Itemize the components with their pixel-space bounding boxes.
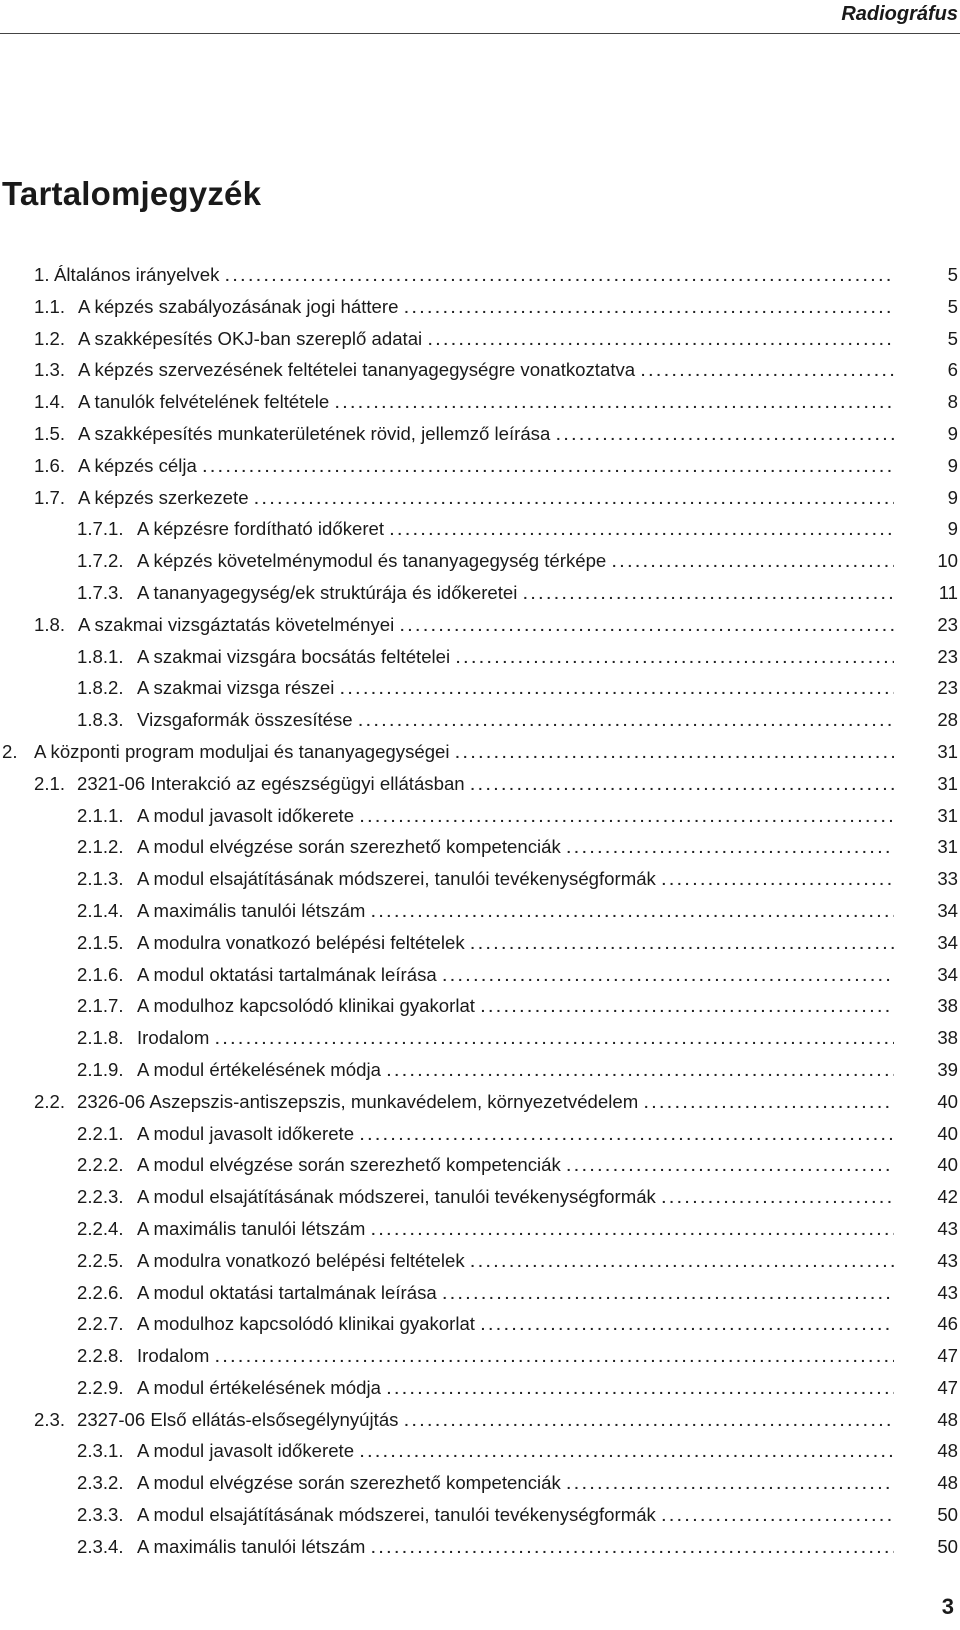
toc-entry[interactable]: [0, 836, 960, 868]
toc-entry-title: 2326-06 Aszepszis-antiszepszis, munkavédelem, környezetvédelem: [77, 1090, 639, 1112]
toc-entry[interactable]: [0, 1091, 960, 1123]
toc-entry-page: 38: [937, 995, 958, 1017]
toc-entry-number: 2.3.4.: [77, 1535, 124, 1557]
toc-entry-number: 2.2.8.: [77, 1345, 124, 1367]
dot-leader: [471, 777, 894, 793]
dot-leader: [404, 1413, 894, 1429]
dot-leader: [443, 968, 894, 984]
dot-leader: [360, 1127, 894, 1143]
toc-entry-title: A modul elvégzése során szerezhető kompetenciák: [137, 836, 561, 858]
toc-entry-number: 2.1.9.: [77, 1058, 124, 1080]
toc-entry-page: 47: [937, 1376, 958, 1398]
dot-leader: [644, 1095, 894, 1111]
toc-entry-number: 2.2.: [34, 1090, 66, 1112]
toc-entry-number: 1.: [34, 264, 50, 285]
toc-entry-number: 2.1.1.: [77, 804, 124, 826]
toc-entry-page: 34: [937, 899, 958, 921]
toc-entry-number: 2.1.8.: [77, 1027, 124, 1049]
toc-entry-title: A modul elvégzése során szerezhető kompetenciák: [137, 1154, 561, 1176]
toc-entry[interactable]: [0, 1154, 960, 1186]
toc-entry-page: 11: [938, 581, 958, 603]
toc-entry-page: 9: [947, 518, 958, 540]
toc-entry-number: 1.2.: [34, 327, 66, 349]
dot-leader: [360, 1444, 894, 1460]
dot-leader: [390, 522, 894, 538]
toc-entry-number: 2.2.9.: [77, 1376, 124, 1398]
toc-entry-title: A modul értékelésének módja: [137, 1376, 381, 1398]
toc-entry[interactable]: [0, 868, 960, 900]
toc-entry-title: A központi program moduljai és tananyagegységei: [34, 740, 450, 762]
toc-entry-number: 1.8.3.: [77, 709, 124, 731]
toc-entry-title: A modul elsajátításának módszerei, tanulói tevékenységformák: [137, 868, 656, 890]
toc-entry-title: A képzés szerkezete: [78, 486, 249, 508]
toc-entry-page: 5: [947, 264, 958, 285]
dot-leader: [456, 745, 894, 761]
toc-entry[interactable]: [0, 677, 960, 709]
toc-entry-title: Irodalom: [137, 1345, 210, 1367]
toc-entry[interactable]: [0, 932, 960, 964]
toc-entry[interactable]: [0, 709, 960, 741]
toc-entry[interactable]: [0, 550, 960, 582]
toc-entry-number: 1.8.: [34, 613, 66, 635]
toc-entry[interactable]: [0, 1059, 960, 1091]
toc-entry[interactable]: [0, 1409, 960, 1441]
toc-entry-title: A szakképesítés OKJ-ban szereplő adatai: [78, 327, 423, 349]
dot-leader: [225, 268, 894, 284]
toc-entry-title: A maximális tanulói létszám: [137, 899, 366, 921]
toc-entry-page: 47: [937, 1345, 958, 1367]
toc-entry-number: 2.3.2.: [77, 1472, 124, 1494]
dot-leader: [387, 1063, 894, 1079]
toc-entry[interactable]: [0, 1250, 960, 1282]
toc-entry[interactable]: [0, 391, 960, 423]
toc-entry-page: 34: [937, 931, 958, 953]
toc-entry-page: 5: [947, 295, 958, 317]
toc-entry-number: 2.3.3.: [77, 1504, 124, 1526]
dot-leader: [556, 427, 894, 443]
toc-entry-page: 23: [937, 677, 958, 699]
toc-entry-number: 1.5.: [34, 422, 66, 444]
toc-entry-page: 28: [937, 709, 958, 731]
dot-leader: [340, 681, 894, 697]
toc-entry-number: 1.7.3.: [77, 581, 124, 603]
dot-leader: [567, 1158, 894, 1174]
toc-entry-number: 1.7.2.: [77, 550, 124, 572]
toc-entry[interactable]: [0, 1313, 960, 1345]
toc-entry-title: A modul elsajátításának módszerei, tanulói tevékenységformák: [137, 1504, 656, 1526]
dot-leader: [443, 1286, 894, 1302]
table-of-contents: [0, 264, 960, 1568]
toc-entry[interactable]: [0, 741, 960, 773]
toc-entry-title: A modul értékelésének módja: [137, 1058, 381, 1080]
dot-leader: [567, 1476, 894, 1492]
toc-entry-page: 9: [947, 486, 958, 508]
toc-entry-title: A szakmai vizsga részei: [137, 677, 335, 699]
toc-entry-title: A modulra vonatkozó belépési feltételek: [137, 931, 465, 953]
toc-entry[interactable]: [0, 1123, 960, 1155]
dot-leader: [360, 809, 894, 825]
toc-entry-title: A modulhoz kapcsolódó klinikai gyakorlat: [137, 995, 475, 1017]
toc-entry-page: 43: [937, 1249, 958, 1271]
page-title: Tartalomjegyzék: [2, 175, 262, 212]
running-header: Radiográfus: [841, 3, 958, 25]
dot-leader: [255, 491, 894, 507]
toc-entry[interactable]: [0, 1186, 960, 1218]
toc-entry-title: A szakképesítés munkaterületének rövid, jellemző leírása: [78, 422, 551, 444]
toc-entry-page: 42: [937, 1186, 958, 1208]
toc-entry-number: 2.1.7.: [77, 995, 124, 1017]
toc-entry[interactable]: [0, 614, 960, 646]
toc-entry-page: 46: [937, 1313, 958, 1335]
toc-entry-number: 2.2.5.: [77, 1249, 124, 1271]
toc-entry-page: 48: [937, 1408, 958, 1430]
toc-entry-page: 40: [937, 1122, 958, 1144]
dot-leader: [523, 586, 894, 602]
toc-entry-page: 34: [937, 963, 958, 985]
toc-entry-page: 40: [937, 1090, 958, 1112]
toc-entry-number: 2.3.1.: [77, 1440, 124, 1462]
dot-leader: [428, 332, 894, 348]
toc-entry-title: A modul elvégzése során szerezhető kompetenciák: [137, 1472, 561, 1494]
toc-entry-number: 1.1.: [34, 295, 66, 317]
toc-entry-number: 2.: [2, 740, 18, 762]
dot-leader: [371, 1222, 894, 1238]
toc-entry-title: A modul javasolt időkerete: [137, 1440, 355, 1462]
toc-entry-title: A tananyagegység/ek struktúrája és időkeretei: [137, 581, 518, 603]
toc-entry[interactable]: [0, 487, 960, 519]
dot-leader: [481, 1317, 894, 1333]
toc-entry-title: A képzés követelménymodul és tananyagegység térképe: [137, 550, 607, 572]
toc-entry-number: 2.1.3.: [77, 868, 124, 890]
dot-leader: [471, 936, 894, 952]
dot-leader: [371, 904, 894, 920]
toc-entry-title: A modulhoz kapcsolódó klinikai gyakorlat: [137, 1313, 475, 1335]
toc-entry-page: 23: [937, 645, 958, 667]
toc-entry-number: 2.2.2.: [77, 1154, 124, 1176]
toc-entry-page: 43: [937, 1281, 958, 1303]
toc-entry[interactable]: [0, 264, 960, 296]
dot-leader: [215, 1349, 894, 1365]
toc-entry-number: 2.1.4.: [77, 899, 124, 921]
toc-entry-title: Vizsgaformák összesítése: [137, 709, 353, 731]
toc-entry-number: 2.1.: [34, 772, 66, 794]
toc-entry-page: 33: [937, 868, 958, 890]
toc-entry[interactable]: [0, 900, 960, 932]
toc-entry-page: 31: [937, 772, 958, 794]
toc-entry[interactable]: [0, 1282, 960, 1314]
toc-entry-number: 1.8.1.: [77, 645, 124, 667]
dot-leader: [387, 1381, 894, 1397]
dot-leader: [456, 650, 894, 666]
toc-entry[interactable]: [0, 328, 960, 360]
toc-entry[interactable]: [0, 805, 960, 837]
dot-leader: [612, 554, 894, 570]
toc-entry-title: A képzés szervezésének feltételei tananyagegységre vonatkoztatva: [78, 359, 636, 381]
toc-entry-title: A modulra vonatkozó belépési feltételek: [137, 1249, 465, 1271]
toc-entry-page: 43: [937, 1217, 958, 1239]
toc-entry[interactable]: [0, 1440, 960, 1472]
toc-entry-title: A tanulók felvételének feltétele: [78, 391, 330, 413]
toc-entry[interactable]: [0, 1472, 960, 1504]
toc-entry-page: 48: [937, 1472, 958, 1494]
toc-entry-number: 2.3.: [34, 1408, 66, 1430]
toc-entry[interactable]: [0, 646, 960, 678]
toc-entry-number: 2.2.4.: [77, 1217, 124, 1239]
toc-entry[interactable]: [0, 1218, 960, 1250]
toc-entry-page: 9: [947, 422, 958, 444]
toc-entry[interactable]: [0, 964, 960, 996]
dot-leader: [404, 300, 894, 316]
toc-entry-title: A képzésre fordítható időkeret: [137, 518, 385, 540]
toc-entry-number: 2.1.6.: [77, 963, 124, 985]
toc-entry-title: A maximális tanulói létszám: [137, 1535, 366, 1557]
dot-leader: [371, 1540, 894, 1556]
toc-entry-title: Irodalom: [137, 1027, 210, 1049]
toc-entry-number: 1.7.: [34, 486, 66, 508]
toc-entry-title: 2327-06 Első ellátás-elsősegélynyújtás: [77, 1408, 399, 1430]
dot-leader: [567, 840, 894, 856]
toc-entry-title: A képzés célja: [78, 454, 197, 476]
toc-entry-number: 2.2.1.: [77, 1122, 124, 1144]
toc-entry-title: A modul elsajátításának módszerei, tanulói tevékenységformák: [137, 1186, 656, 1208]
dot-leader: [400, 618, 894, 634]
toc-entry-title: A szakmai vizsgáztatás követelményei: [78, 613, 395, 635]
toc-entry[interactable]: [0, 1377, 960, 1409]
toc-entry-number: 2.2.7.: [77, 1313, 124, 1335]
toc-entry-number: 1.7.1.: [77, 518, 124, 540]
toc-entry-number: 1.3.: [34, 359, 66, 381]
toc-entry-title: A modul oktatási tartalmának leírása: [137, 963, 437, 985]
toc-entry[interactable]: [0, 296, 960, 328]
toc-entry[interactable]: [0, 518, 960, 550]
dot-leader: [471, 1254, 894, 1270]
toc-entry-number: 2.2.3.: [77, 1186, 124, 1208]
dot-leader: [335, 395, 894, 411]
toc-entry-page: 8: [947, 391, 958, 413]
dot-leader: [662, 1190, 894, 1206]
toc-entry-title: Általános irányelvek: [54, 264, 220, 285]
toc-entry[interactable]: [0, 1345, 960, 1377]
toc-entry-title: 2321-06 Interakció az egészségügyi ellátásban: [77, 772, 465, 794]
toc-entry[interactable]: [0, 1027, 960, 1059]
toc-entry-number: 1.6.: [34, 454, 66, 476]
page-number: 3: [941, 1594, 954, 1619]
dot-leader: [662, 1508, 894, 1524]
toc-entry-title: A modul javasolt időkerete: [137, 804, 355, 826]
toc-entry-page: 40: [937, 1154, 958, 1176]
dot-leader: [215, 1031, 894, 1047]
toc-entry[interactable]: [0, 423, 960, 455]
toc-entry-page: 6: [947, 359, 958, 381]
toc-entry-page: 48: [937, 1440, 958, 1462]
toc-entry-number: 2.1.2.: [77, 836, 124, 858]
toc-entry[interactable]: [0, 359, 960, 391]
toc-entry-page: 23: [937, 613, 958, 635]
header-divider: [0, 33, 960, 34]
toc-entry-page: 50: [937, 1504, 958, 1526]
dot-leader: [662, 872, 894, 888]
dot-leader: [481, 999, 894, 1015]
toc-entry[interactable]: [0, 773, 960, 805]
toc-entry-page: 9: [947, 454, 958, 476]
toc-entry-page: 31: [937, 836, 958, 858]
toc-entry-number: 1.4.: [34, 391, 66, 413]
toc-entry-number: 1.8.2.: [77, 677, 124, 699]
toc-entry-page: 38: [937, 1027, 958, 1049]
toc-entry-page: 31: [937, 804, 958, 826]
dot-leader: [203, 459, 894, 475]
toc-entry[interactable]: [0, 455, 960, 487]
dot-leader: [359, 713, 894, 729]
toc-entry[interactable]: [0, 1504, 960, 1536]
toc-entry[interactable]: [0, 582, 960, 614]
toc-entry-title: A képzés szabályozásának jogi háttere: [78, 295, 399, 317]
toc-entry[interactable]: [0, 1536, 960, 1568]
toc-entry-page: 50: [937, 1535, 958, 1557]
toc-entry-title: A szakmai vizsgára bocsátás feltételei: [137, 645, 451, 667]
toc-entry-page: 10: [937, 550, 958, 572]
toc-entry-number: 2.1.5.: [77, 931, 124, 953]
toc-entry-title: A maximális tanulói létszám: [137, 1217, 366, 1239]
toc-entry-page: 31: [937, 740, 958, 762]
toc-entry-page: 5: [947, 327, 958, 349]
toc-entry-page: 39: [937, 1058, 958, 1080]
toc-entry-title: A modul javasolt időkerete: [137, 1122, 355, 1144]
dot-leader: [641, 363, 894, 379]
toc-entry-title: A modul oktatási tartalmának leírása: [137, 1281, 437, 1303]
toc-entry-number: 2.2.6.: [77, 1281, 124, 1303]
toc-entry[interactable]: [0, 995, 960, 1027]
